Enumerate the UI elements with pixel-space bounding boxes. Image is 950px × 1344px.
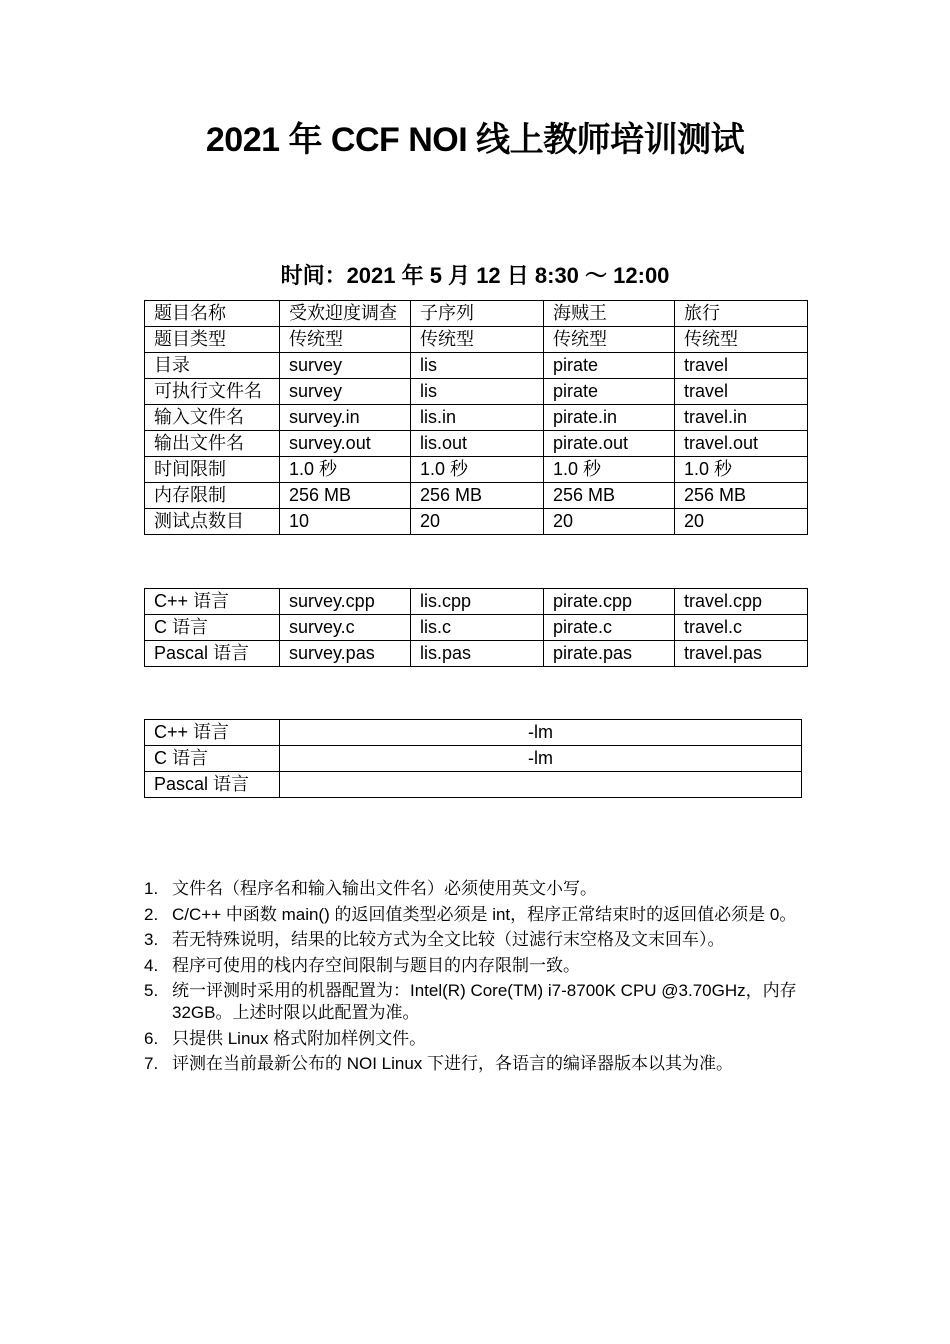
table-cell: 1.0 秒 [280,457,411,483]
table-cell: survey [280,379,411,405]
note-text: 若无特殊说明，结果的比较方式为全文比较（过滤行末空格及文末回车）。 [172,930,725,949]
note-text: 文件名（程序名和输入输出文件名）必须使用英文小写。 [172,879,597,898]
row-header-cell: 目录 [145,353,280,379]
table-cell: 传统型 [280,327,411,353]
table-cell: travel.cpp [675,589,808,615]
note-number: 2. [144,904,159,924]
table-row [145,431,808,457]
table-row [145,589,808,615]
table-cell: 传统型 [544,327,675,353]
table-cell: 256 MB [411,483,544,509]
note-item [144,929,824,951]
table-cell: survey.in [280,405,411,431]
table-cell: lis.in [411,405,544,431]
note-item [144,1028,824,1050]
row-header-cell: C 语言 [145,615,280,641]
table-cell: 20 [544,509,675,535]
note-item [144,980,824,1024]
table-cell: lis [411,353,544,379]
table-row [145,483,808,509]
table-cell: 256 MB [544,483,675,509]
row-header-cell: 输出文件名 [145,431,280,457]
row-header-cell: Pascal 语言 [145,641,280,667]
table-cell: pirate.in [544,405,675,431]
table-cell: survey [280,353,411,379]
row-header-cell: 题目名称 [145,301,280,327]
table-row [145,301,808,327]
table-cell: lis [411,379,544,405]
table-cell: 1.0 秒 [544,457,675,483]
table-cell: pirate.pas [544,641,675,667]
source-file-table-body [145,589,808,667]
table-cell: 1.0 秒 [411,457,544,483]
table-cell: travel.pas [675,641,808,667]
table-row [145,353,808,379]
row-header-cell: 输入文件名 [145,405,280,431]
table-cell: lis.cpp [411,589,544,615]
table-cell: travel.in [675,405,808,431]
table-cell: -lm [280,746,802,772]
table-cell: travel [675,379,808,405]
table-cell [280,772,802,798]
table-cell: 海贼王 [544,301,675,327]
table-row [145,772,802,798]
table-row [145,405,808,431]
note-text: 只提供 Linux 格式附加样例文件。 [172,1028,427,1048]
table-row [145,746,802,772]
note-item [144,955,824,977]
row-header-cell: C++ 语言 [145,589,280,615]
table-cell: lis.c [411,615,544,641]
table-cell: 256 MB [280,483,411,509]
exam-time: 时间：2021 年 5 月 12 日 8:30 ～ 12:00 [280,263,670,288]
row-header-cell: 时间限制 [145,457,280,483]
note-item [144,904,824,926]
row-header-cell: C 语言 [145,746,280,772]
problem-table-body [145,301,808,535]
table-row [145,720,802,746]
table-cell: pirate.out [544,431,675,457]
note-number: 1. [144,879,159,898]
table-cell: survey.pas [280,641,411,667]
note-number: 6. [144,1028,159,1048]
table-cell: travel.c [675,615,808,641]
table-row [145,379,808,405]
compile-options-table [144,719,802,798]
table-cell: -lm [280,720,802,746]
note-number: 4. [144,955,159,975]
row-header-cell: 内存限制 [145,483,280,509]
table-cell: 20 [411,509,544,535]
table-cell: 1.0 秒 [675,457,808,483]
note-item [144,1053,824,1075]
table-cell: lis.pas [411,641,544,667]
note-text: C/C++ 中函数 main() 的返回值类型必须是 int，程序正常结束时的返回值必须是 0。 [172,904,797,924]
row-header-cell: 题目类型 [145,327,280,353]
table-cell: pirate.cpp [544,589,675,615]
note-text: 评测在当前最新公布的 NOI Linux 下进行，各语言的编译器版本以其为准。 [172,1054,734,1073]
table-cell: 旅行 [675,301,808,327]
table-cell: pirate [544,353,675,379]
note-number: 7. [144,1054,159,1073]
table-cell: 受欢迎度调查 [280,301,411,327]
table-cell: lis.out [411,431,544,457]
table-cell: 10 [280,509,411,535]
table-cell: pirate.c [544,615,675,641]
table-cell: travel [675,353,808,379]
table-row [145,457,808,483]
table-cell: survey.c [280,615,411,641]
source-file-table [144,588,808,667]
note-number: 5. [144,981,159,1000]
row-header-cell: 测试点数目 [145,509,280,535]
problem-table [144,300,808,535]
row-header-cell: C++ 语言 [145,720,280,746]
table-cell: survey.cpp [280,589,411,615]
table-cell: survey.out [280,431,411,457]
table-row [145,509,808,535]
note-number: 3. [144,930,159,949]
note-item [144,878,824,900]
table-cell: 传统型 [411,327,544,353]
table-cell: 20 [675,509,808,535]
table-cell: travel.out [675,431,808,457]
row-header-cell: 可执行文件名 [145,379,280,405]
table-row [145,615,808,641]
page-title: 2021 年 CCF NOI 线上教师培训测试 [205,121,745,159]
note-text: 程序可使用的栈内存空间限制与题目的内存限制一致。 [172,955,580,975]
table-row [145,641,808,667]
table-cell: pirate [544,379,675,405]
table-cell: 传统型 [675,327,808,353]
table-cell: 子序列 [411,301,544,327]
row-header-cell: Pascal 语言 [145,772,280,798]
table-row [145,327,808,353]
note-text: 统一评测时采用的机器配置为：Intel(R) Core(TM) i7-8700K CPU @3.70GHz，内存 32GB。上述时限以此配置为准。 [172,981,797,1022]
notes-list [144,878,824,1079]
compile-options-table-body [145,720,802,798]
table-cell: 256 MB [675,483,808,509]
